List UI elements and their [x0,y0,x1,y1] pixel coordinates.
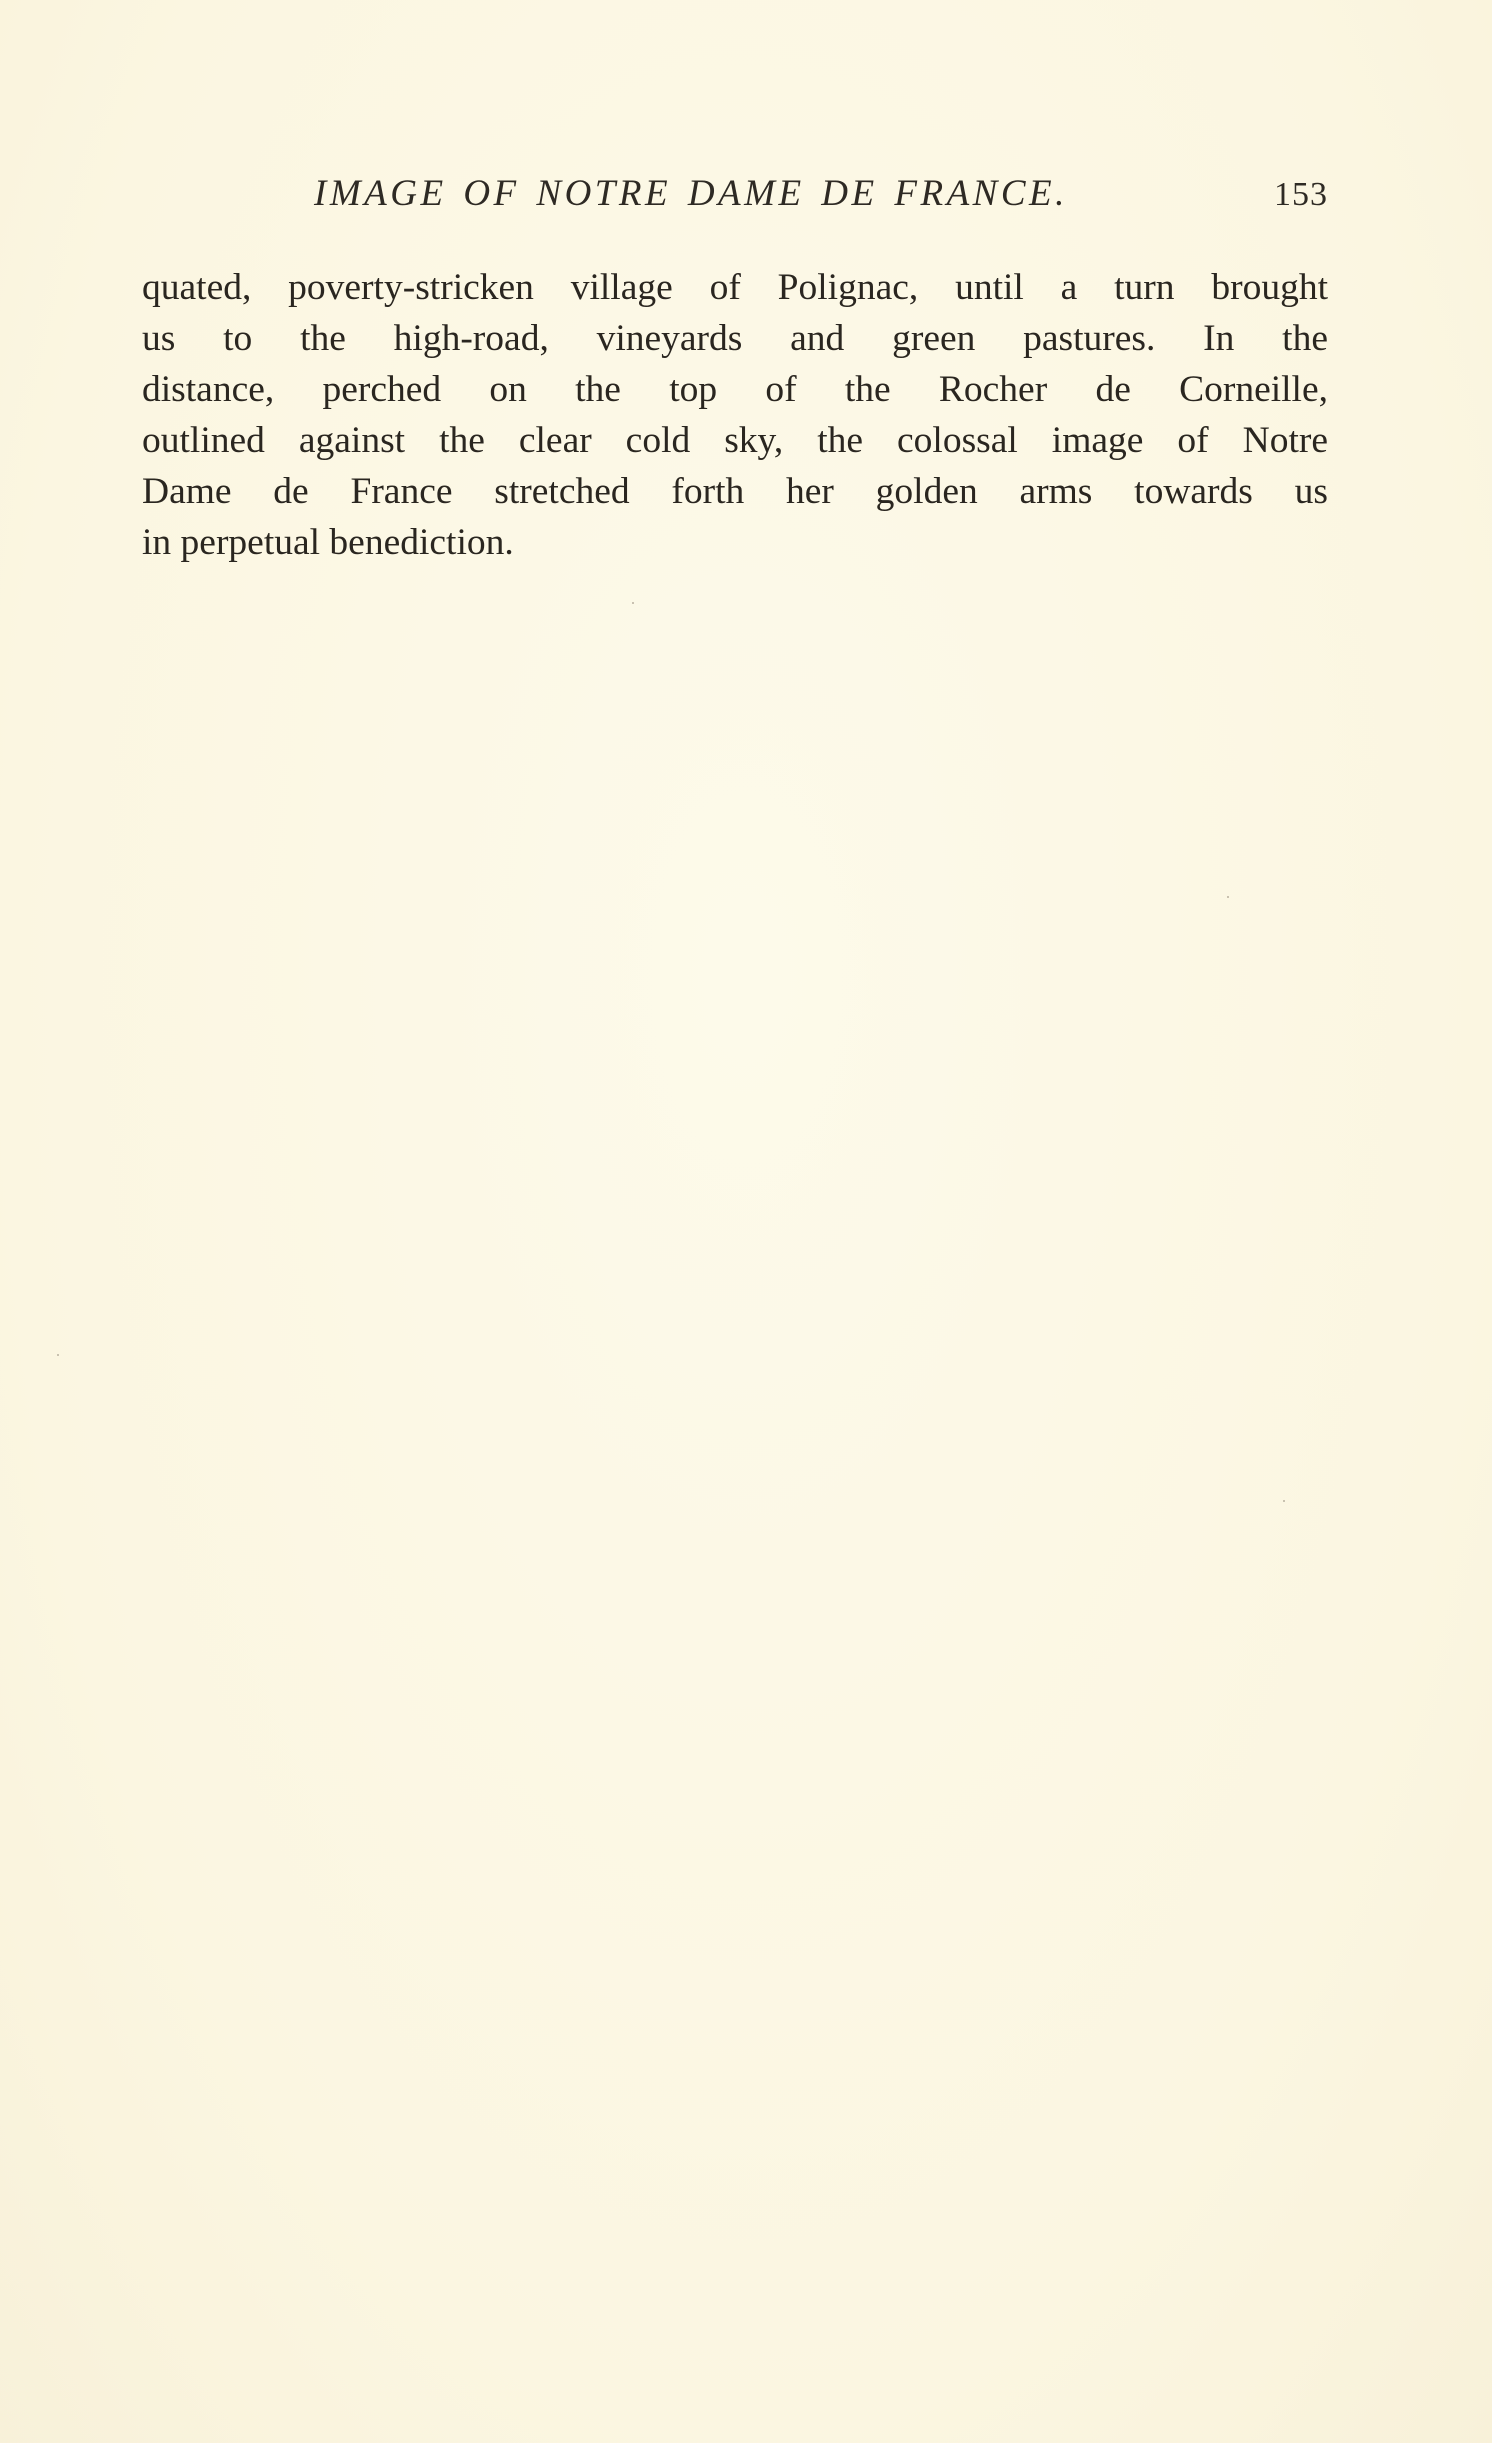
paper-speck [632,602,634,604]
text-line: quated, poverty-stricken village of Polignac, until a turn brought [142,267,1328,308]
paper-speck [1227,896,1229,898]
body-paragraph [142,262,1328,568]
text-line: distance, perched on the top of the Rocher de Corneille, [142,369,1328,410]
text-line: us to the high-road, vineyards and green pastures. In the [142,318,1328,359]
paper-speck [57,1354,59,1356]
running-title: IMAGE OF NOTRE DAME DE FRANCE. [314,173,1068,214]
running-head [142,172,1328,222]
page-number: 153 [1274,176,1328,213]
text-line: outlined against the clear cold sky, the colossal image of Notre [142,420,1328,461]
text-line: in perpetual benediction. [142,522,514,563]
text-line: Dame de France stretched forth her golden arms towards us [142,471,1328,512]
paper-speck [1283,1500,1285,1502]
